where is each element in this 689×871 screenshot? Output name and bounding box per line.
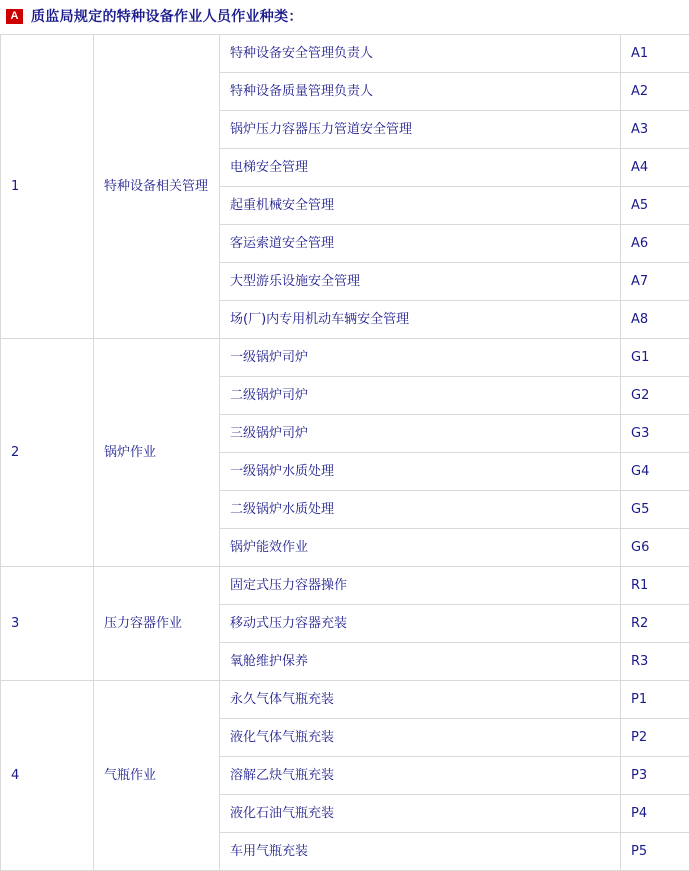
special-equipment-operator-table [0,34,689,871]
operation-code-cell: A1 [621,35,689,73]
table-row [1,339,689,377]
operation-name-cell: 液化石油气瓶充装 [220,795,621,833]
section-header [0,0,689,34]
group-index-cell: 4 [1,681,94,871]
table-row [1,567,689,605]
page-title: 质监局规定的特种设备作业人员作业种类： [31,6,303,26]
operation-name-cell: 场(厂)内专用机动车辆安全管理 [220,301,621,339]
operation-name-cell: 大型游乐设施安全管理 [220,263,621,301]
operation-name-cell: 固定式压力容器操作 [220,567,621,605]
operation-code-cell: G4 [621,453,689,491]
operation-name-cell: 氧舱维护保养 [220,643,621,681]
operation-code-cell: G2 [621,377,689,415]
operation-code-cell: P2 [621,719,689,757]
group-index-cell: 3 [1,567,94,681]
group-category-cell: 特种设备相关管理 [94,35,220,339]
operation-code-cell: P3 [621,757,689,795]
operation-code-cell: A8 [621,301,689,339]
operation-name-cell: 起重机械安全管理 [220,187,621,225]
operation-code-cell: A3 [621,111,689,149]
operation-code-cell: G3 [621,415,689,453]
operation-code-cell: A4 [621,149,689,187]
operation-name-cell: 车用气瓶充装 [220,833,621,871]
operation-code-cell: P5 [621,833,689,871]
operation-code-cell: P4 [621,795,689,833]
operation-code-cell: A2 [621,73,689,111]
operation-code-cell: R2 [621,605,689,643]
operation-name-cell: 特种设备质量管理负责人 [220,73,621,111]
operation-name-cell: 客运索道安全管理 [220,225,621,263]
operation-name-cell: 液化气体气瓶充装 [220,719,621,757]
operation-code-cell: P1 [621,681,689,719]
operation-name-cell: 永久气体气瓶充装 [220,681,621,719]
group-index-cell: 2 [1,339,94,567]
section-badge-icon: A [6,9,23,24]
operation-name-cell: 二级锅炉司炉 [220,377,621,415]
operation-name-cell: 移动式压力容器充装 [220,605,621,643]
operation-name-cell: 锅炉能效作业 [220,529,621,567]
operation-name-cell: 溶解乙炔气瓶充装 [220,757,621,795]
group-category-cell: 压力容器作业 [94,567,220,681]
operation-name-cell: 一级锅炉司炉 [220,339,621,377]
operation-name-cell: 二级锅炉水质处理 [220,491,621,529]
group-category-cell: 锅炉作业 [94,339,220,567]
operation-name-cell: 电梯安全管理 [220,149,621,187]
operation-name-cell: 一级锅炉水质处理 [220,453,621,491]
operation-code-cell: R3 [621,643,689,681]
operation-code-cell: G1 [621,339,689,377]
table-row [1,681,689,719]
operation-code-cell: A6 [621,225,689,263]
operation-name-cell: 锅炉压力容器压力管道安全管理 [220,111,621,149]
group-index-cell: 1 [1,35,94,339]
operation-name-cell: 三级锅炉司炉 [220,415,621,453]
operation-name-cell: 特种设备安全管理负责人 [220,35,621,73]
operation-code-cell: G6 [621,529,689,567]
operation-code-cell: G5 [621,491,689,529]
group-category-cell: 气瓶作业 [94,681,220,871]
operation-code-cell: A5 [621,187,689,225]
operation-code-cell: A7 [621,263,689,301]
table-row [1,35,689,73]
operation-code-cell: R1 [621,567,689,605]
